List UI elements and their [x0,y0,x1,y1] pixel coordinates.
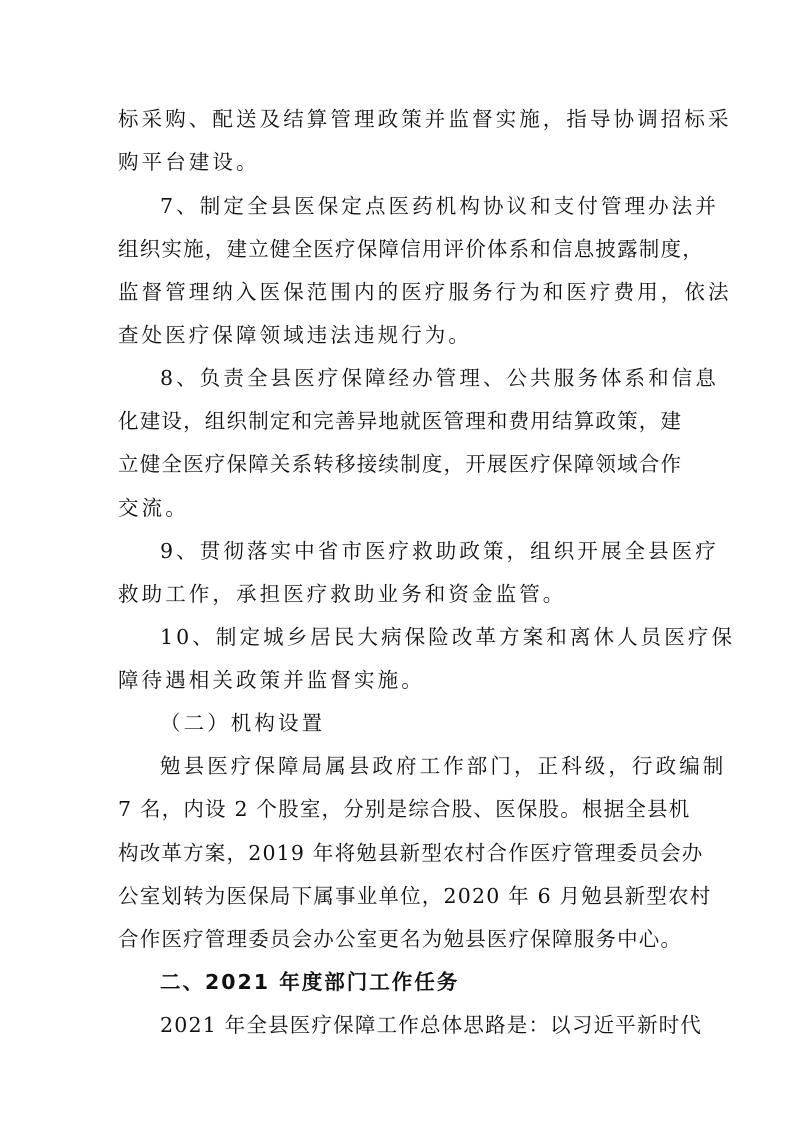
item-8-line-1: 8、负责全县医疗保障经办管理、公共服务体系和信息 [160,366,719,390]
item-10-line-2: 障待遇相关政策并监督实施。 [118,668,425,692]
section-heading-institution: （二）机构设置 [160,711,326,735]
item-7-line-1: 7、制定全县医保定点医药机构协议和支付管理办法并 [160,194,719,218]
institution-line-3: 构改革方案，2019 年将勉县新型农村合作医疗管理委员会办 [118,841,704,865]
tasks-line-1: 2021 年全县医疗保障工作总体思路是：以习近平新时代 [160,1013,703,1037]
institution-line-5: 合作医疗管理委员会办公室更名为勉县医疗保障服务中心。 [118,927,683,951]
item-9-line-2: 救助工作，承担医疗救助业务和资金监管。 [118,582,567,606]
item-7-line-2: 组织实施，建立健全医疗保障信用评价体系和信息披露制度， [118,237,704,261]
text-line-2: 购平台建设。 [118,150,260,174]
item-9-line-1: 9、贯彻落实中省市医疗救助政策，组织开展全县医疗 [160,539,719,563]
item-8-line-4: 交流。 [118,496,189,520]
item-8-line-2: 化建设，组织制定和完善异地就医管理和费用结算政策，建 [118,409,683,433]
item-7-line-4: 查处医疗保障领域违法违规行为。 [118,323,472,347]
item-10-line-1: 10、制定城乡居民大病保险改革方案和离休人员医疗保 [160,625,736,649]
institution-line-1: 勉县医疗保障局属县政府工作部门，正科级，行政编制 [160,754,727,778]
section-heading-tasks: 二、2021 年度部门工作任务 [160,970,460,994]
item-7-line-3: 监督管理纳入医保范围内的医疗服务行为和医疗费用，依法 [118,280,732,304]
item-8-line-3: 立健全医疗保障关系转移接续制度，开展医疗保障领域合作 [118,452,683,476]
institution-line-4: 公室划转为医保局下属事业单位，2020 年 6 月勉县新型农村 [118,884,712,908]
text-line-1: 标采购、配送及结算管理政策并监督实施，指导协调招标采 [118,107,732,131]
institution-line-2: 7 名，内设 2 个股室，分别是综合股、医保股。根据全县机 [118,797,691,821]
